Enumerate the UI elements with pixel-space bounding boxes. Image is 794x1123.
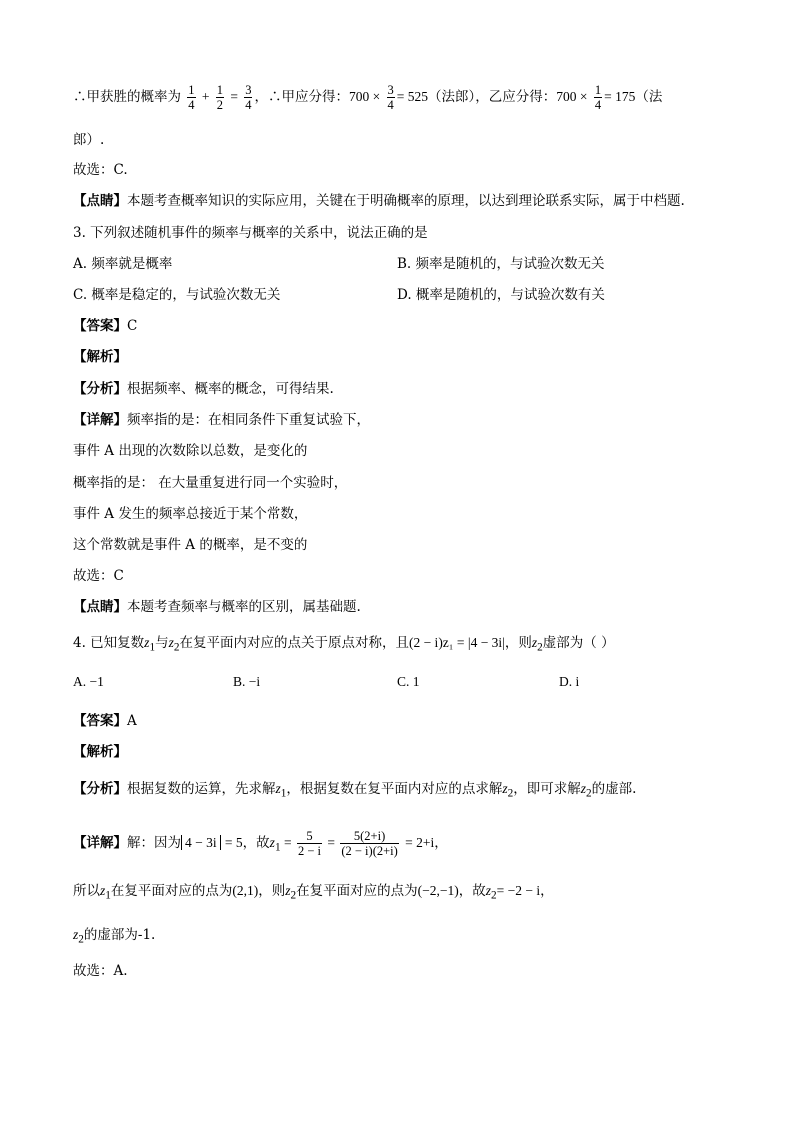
subscript: 2 — [78, 933, 84, 946]
subscript: 1 — [274, 841, 281, 854]
expr: = 525 — [396, 89, 429, 104]
expr: = 2+i， — [405, 835, 448, 850]
text: 在复平面对应的点为 — [110, 883, 233, 899]
subscript: 2 — [586, 787, 592, 800]
analysis-3-heading: 【解析】 — [73, 349, 127, 365]
var-z: z — [269, 835, 275, 850]
numerator: 1 — [188, 83, 195, 97]
expr: = 5，故 — [224, 835, 270, 850]
text: 在复平面内对应的点关于原点对称，且 — [179, 635, 409, 651]
var-z: z — [485, 883, 492, 898]
expr: = −2 − i， — [496, 883, 554, 898]
fraction — [216, 83, 224, 112]
text: 频率指的是：在相同条件下重复试验下， — [127, 412, 370, 428]
text: （法郎），乙应分得： — [428, 89, 557, 105]
subscript: 2 — [173, 641, 180, 654]
option-c: C. 1 — [397, 674, 420, 689]
line-probability-result — [73, 83, 662, 112]
text: 虚部为（ ） — [542, 635, 615, 651]
text: 本题考查概率知识的实际应用，关键在于明确概率的原理，以达到理论联系实际，属于中档题. — [127, 193, 685, 209]
answer-value: C — [127, 318, 138, 334]
text: 的虚部为-1. — [83, 927, 156, 943]
option-c: C. 概率是稳定的，与试验次数无关 — [73, 287, 281, 303]
dianjing-3 — [73, 597, 361, 617]
var-z: z — [285, 883, 291, 898]
var-z: z — [580, 781, 587, 796]
var-z: z — [168, 635, 174, 650]
detail-line-2: 事件 A 出现的次数除以总数，是变化的 — [73, 443, 308, 459]
subscript: 1 — [280, 787, 287, 800]
numerator: 5 — [297, 829, 322, 844]
var-z: z — [144, 635, 150, 650]
point-line — [73, 881, 554, 906]
line-continuation: 郎）. — [73, 132, 105, 148]
answer-4 — [73, 711, 137, 731]
detail-line-4: 事件 A 发生的频率总接近于某个常数， — [73, 506, 308, 522]
imaginary-part-line — [73, 925, 155, 950]
subscript: 2 — [290, 889, 297, 902]
xiangjie-3 — [73, 410, 370, 430]
var-z: z — [100, 883, 106, 898]
equation: (2 − i)z₁ = |4 − 3i| — [408, 635, 505, 650]
expr: 700 × — [556, 89, 588, 104]
fenxi-3 — [73, 379, 334, 399]
text: 根据频率、概率的概念，可得结果. — [127, 381, 334, 397]
text: ，∴甲应分得： — [254, 89, 349, 105]
denominator: 4 — [188, 98, 195, 112]
absolute-value: 4 − 3i — [181, 835, 221, 850]
text: 4. 已知复数 — [73, 635, 145, 651]
tag-answer: 【答案】 — [73, 713, 127, 729]
denominator: 2 — [216, 98, 224, 112]
line-select: 故选：C. — [73, 162, 128, 178]
text: 的虚部. — [591, 781, 637, 797]
subscript: 2 — [507, 787, 514, 800]
denominator: 2 − i — [297, 844, 321, 858]
xiangjie-4: 【详解】解：因为 4 − 3i = 5，故$z_1$ = $\frac{5}{2 - i}$ = $\frac{5(2+i)}{(2 - i)(2+i)}$ = 2+i， — [73, 829, 448, 858]
tag-fenxi: 【分析】 — [73, 781, 127, 797]
option-d: D. i — [559, 674, 580, 689]
var-z: z — [502, 781, 508, 796]
text: 根据复数的运算，先求解 — [127, 781, 276, 797]
point: (2,1) — [232, 883, 259, 898]
operator: = — [230, 89, 238, 104]
fraction — [387, 83, 395, 112]
numerator: 5(2+i) — [340, 829, 398, 844]
expr: = 175 — [604, 89, 636, 104]
fenxi-4 — [73, 779, 636, 804]
tag-xiangjie: 【详解】 — [73, 835, 127, 851]
option-b: B. −i — [233, 674, 261, 689]
option-a: A. 频率就是概率 — [73, 256, 173, 272]
fraction — [297, 829, 322, 858]
subscript: 1 — [149, 641, 156, 654]
text: 所以 — [73, 883, 100, 899]
text: ，即可求解 — [513, 781, 581, 797]
numerator: 1 — [216, 83, 224, 97]
numerator: 1 — [594, 83, 602, 97]
answer-3 — [73, 316, 137, 336]
question-3-stem: 3. 下列叙述随机事件的频率与概率的关系中，说法正确的是 — [73, 225, 428, 241]
text: 在复平面对应的点为 — [296, 883, 418, 899]
fraction — [244, 83, 252, 112]
text: ，则 — [504, 635, 532, 651]
fraction — [187, 83, 195, 112]
tag-xiangjie: 【详解】 — [73, 412, 127, 428]
option-b: B. 频率是随机的，与试验次数无关 — [397, 256, 605, 272]
text: 解：因为 — [127, 835, 181, 851]
analysis-4-heading: 【解析】 — [73, 744, 127, 760]
var-z: z — [531, 635, 538, 650]
option-a: A. −1 — [73, 674, 104, 689]
tag-answer: 【答案】 — [73, 318, 127, 334]
var-z: z — [73, 927, 79, 942]
subscript: 2 — [491, 889, 497, 902]
tag-fenxi: 【分析】 — [73, 381, 127, 397]
text: （法 — [635, 89, 663, 105]
text: ，根据复数在复平面内对应的点求解 — [286, 781, 503, 797]
detail-line-3: 概率指的是： 在大量重复进行同一个实验时， — [73, 475, 348, 491]
answer-value: A — [127, 713, 137, 729]
expr: 700 × — [348, 89, 381, 104]
numerator: 3 — [245, 83, 252, 97]
denominator: 4 — [245, 98, 252, 112]
text: 与 — [155, 635, 169, 651]
tag-dianjing: 【点睛】 — [73, 193, 127, 209]
text: ，故 — [458, 883, 486, 899]
fraction — [594, 83, 602, 112]
var-z: z — [275, 781, 281, 796]
denominator: 4 — [387, 98, 394, 112]
operator: + — [201, 89, 210, 104]
option-d: D. 概率是随机的，与试验次数有关 — [397, 287, 605, 303]
select-3: 故选：C — [73, 568, 124, 584]
detail-line-5: 这个常数就是事件 A 的概率，是不变的 — [73, 537, 308, 553]
text: 本题考查频率与概率的区别，属基础题. — [127, 599, 361, 615]
subscript: 2 — [537, 641, 543, 654]
text: ，则 — [258, 883, 286, 899]
tag-dianjing: 【点睛】 — [73, 599, 127, 615]
subscript: 1 — [105, 889, 111, 902]
text: ∴甲获胜的概率为 — [73, 89, 181, 105]
numerator: 3 — [387, 83, 394, 97]
fraction — [340, 829, 398, 858]
select-4: 故选：A. — [73, 963, 128, 979]
denominator: (2 − i)(2+i) — [341, 844, 398, 858]
point: (−2,−1) — [417, 883, 459, 898]
line-comment — [73, 191, 685, 211]
question-4-stem — [73, 633, 615, 658]
denominator: 4 — [594, 98, 602, 112]
